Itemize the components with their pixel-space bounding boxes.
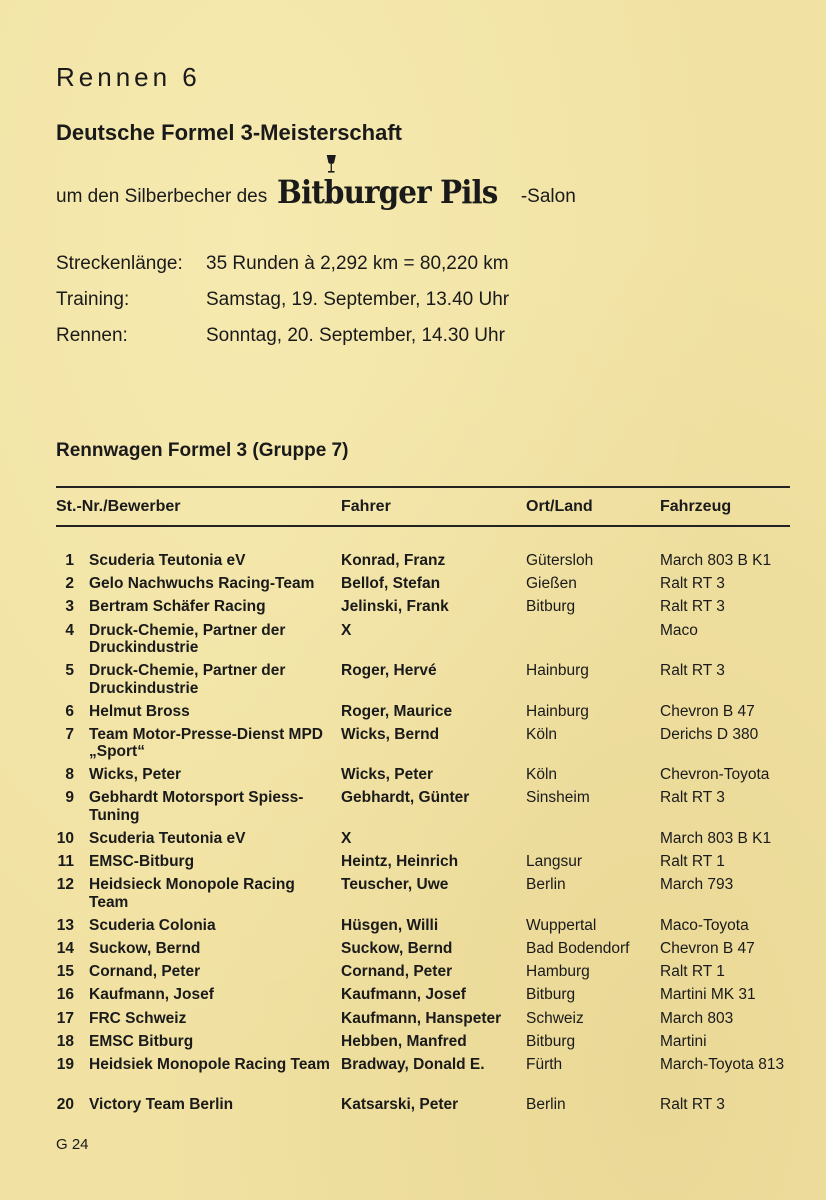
entry-number: 17 xyxy=(56,1009,74,1027)
entry-team: Victory Team Berlin xyxy=(89,1096,234,1114)
entry-number: 10 xyxy=(56,829,74,847)
entry-car: Ralt RT 3 xyxy=(660,598,725,616)
entry-driver: Suckow, Bernd xyxy=(341,940,453,957)
entry-team: Suckow, Bernd xyxy=(89,940,201,957)
entry-team: FRC Schweiz xyxy=(89,1009,187,1027)
entry-team: Heidsiek Monopole Racing Team xyxy=(89,1055,330,1073)
entry-team: Gebhardt Motorsport Spiess-Tuning xyxy=(89,789,304,824)
entry-driver: Roger, Hervé xyxy=(341,662,437,680)
entry-driver: Katsarski, Peter xyxy=(341,1096,459,1114)
entry-number: 7 xyxy=(65,725,74,743)
entry-place: Gütersloh xyxy=(526,552,594,569)
sponsor-name: Bitburger Pils xyxy=(277,173,498,211)
entry-place: Hainburg xyxy=(526,702,589,720)
entry-driver: Bradway, Donald E. xyxy=(341,1055,485,1073)
table-row xyxy=(0,963,826,986)
entry-driver: Roger, Maurice xyxy=(341,702,453,720)
entry-place: Wuppertal xyxy=(526,916,597,934)
entry-number: 12 xyxy=(56,876,74,894)
entry-number: 9 xyxy=(65,789,74,807)
entry-place: Bad Bodendorf xyxy=(526,940,630,957)
entry-driver: Wicks, Peter xyxy=(341,766,434,784)
entry-car: Ralt RT 3 xyxy=(660,662,725,680)
sponsor-logo xyxy=(277,173,498,211)
entry-number: 20 xyxy=(56,1096,74,1114)
info-label: Training: xyxy=(56,289,130,310)
entry-car: Ralt RT 1 xyxy=(660,963,725,981)
entry-car: Chevron B 47 xyxy=(660,940,755,957)
entry-team: Gelo Nachwuchs Racing-Team xyxy=(89,575,315,593)
entry-place: Bitburg xyxy=(526,986,576,1004)
entry-place: Bitburg xyxy=(526,598,576,616)
entry-number: 14 xyxy=(56,940,74,957)
entry-car: March 803 B K1 xyxy=(660,829,772,847)
entry-team: Scuderia Teutonia eV xyxy=(89,552,246,569)
entry-driver: Gebhardt, Günter xyxy=(341,789,470,807)
entry-car: March 793 xyxy=(660,876,734,894)
entry-driver: Jelinski, Frank xyxy=(341,598,449,616)
entry-place: Bitburg xyxy=(526,1032,576,1050)
entry-car: Derichs D 380 xyxy=(660,725,759,743)
entry-team: Team Motor-Presse-Dienst MPD „Sport“ xyxy=(89,725,323,761)
column-header-car: Fahrzeug xyxy=(660,498,732,515)
entry-team: Scuderia Teutonia eV xyxy=(89,829,246,847)
entry-car: Ralt RT 3 xyxy=(660,789,725,807)
entry-car: Maco xyxy=(660,621,698,639)
entry-team: Cornand, Peter xyxy=(89,963,201,981)
entry-driver: Cornand, Peter xyxy=(341,963,453,981)
entry-driver: X xyxy=(341,621,352,639)
entry-number: 6 xyxy=(65,702,74,720)
table-row xyxy=(0,598,826,621)
entry-number: 19 xyxy=(56,1055,74,1073)
entry-driver: Hüsgen, Willi xyxy=(341,916,439,934)
entry-car: Ralt RT 3 xyxy=(660,1096,725,1114)
table-row xyxy=(0,940,826,963)
entry-number: 16 xyxy=(56,986,74,1004)
info-value: Sonntag, 20. September, 14.30 Uhr xyxy=(206,325,505,346)
race-number: Rennen 6 xyxy=(56,62,201,92)
entry-car: March 803 xyxy=(660,1009,734,1027)
entry-place: Schweiz xyxy=(526,1009,584,1027)
entry-team: Kaufmann, Josef xyxy=(89,986,214,1004)
table-row xyxy=(0,552,826,575)
table-row xyxy=(0,662,826,703)
table-row xyxy=(0,1010,826,1033)
entry-place: Langsur xyxy=(526,853,583,871)
entry-car: March 803 B K1 xyxy=(660,552,772,569)
entry-team: Scuderia Colonia xyxy=(89,916,216,934)
entry-driver: Hebben, Manfred xyxy=(341,1032,467,1050)
entry-number: 11 xyxy=(57,853,74,871)
entry-place: Hamburg xyxy=(526,963,590,981)
entry-place: Berlin xyxy=(526,876,566,894)
entry-driver: Heintz, Heinrich xyxy=(341,853,459,871)
table-row xyxy=(0,575,826,598)
entry-team: EMSC-Bitburg xyxy=(89,853,195,871)
entry-place: Köln xyxy=(526,725,558,743)
column-header-entrant: St.-Nr./Bewerber xyxy=(56,498,181,515)
table-header-rule xyxy=(56,525,790,527)
entry-driver: Konrad, Franz xyxy=(341,552,446,569)
table-row xyxy=(0,1056,826,1097)
info-label: Rennen: xyxy=(56,325,128,346)
entry-car: Martini xyxy=(660,1032,707,1050)
table-row xyxy=(0,789,826,830)
table-header xyxy=(56,498,790,520)
entry-number: 3 xyxy=(65,598,74,616)
table-row xyxy=(0,703,826,726)
cup-line xyxy=(56,168,576,211)
column-header-driver: Fahrer xyxy=(341,498,391,515)
table-row xyxy=(0,622,826,663)
entry-driver: X xyxy=(341,829,352,847)
entry-number: 13 xyxy=(56,916,74,934)
entry-number: 2 xyxy=(65,575,74,593)
entry-driver: Bellof, Stefan xyxy=(341,575,441,593)
entry-driver: Teuscher, Uwe xyxy=(341,876,449,894)
info-value: 35 Runden à 2,292 km = 80,220 km xyxy=(206,253,509,274)
entry-place: Sinsheim xyxy=(526,789,590,807)
entry-number: 4 xyxy=(65,621,74,639)
section-title: Rennwagen Formel 3 (Gruppe 7) xyxy=(56,440,349,461)
entry-driver: Wicks, Bernd xyxy=(341,725,440,743)
entry-car: Chevron-Toyota xyxy=(660,766,770,784)
entry-team: Helmut Bross xyxy=(89,702,190,720)
entry-car: Ralt RT 3 xyxy=(660,575,725,593)
entry-place: Hainburg xyxy=(526,662,589,680)
table-row xyxy=(0,766,826,789)
table-row xyxy=(0,1033,826,1056)
entry-place: Berlin xyxy=(526,1096,566,1114)
entry-team: Druck-Chemie, Partner der Druckindustrie xyxy=(89,662,286,697)
entry-number: 1 xyxy=(65,552,74,569)
entry-list xyxy=(0,552,826,1120)
table-row xyxy=(0,986,826,1009)
info-value: Samstag, 19. September, 13.40 Uhr xyxy=(206,289,510,310)
entry-car: Chevron B 47 xyxy=(660,702,755,720)
table-row xyxy=(0,853,826,876)
entry-team: Druck-Chemie, Partner der Druckindustrie xyxy=(89,621,286,657)
table-row xyxy=(0,1096,826,1119)
entry-team: Bertram Schäfer Racing xyxy=(89,598,266,616)
beer-glass-icon xyxy=(325,154,338,174)
entry-driver: Kaufmann, Hanspeter xyxy=(341,1009,502,1027)
column-header-place: Ort/Land xyxy=(526,498,593,515)
entry-place: Gießen xyxy=(526,575,577,593)
info-label: Streckenlänge: xyxy=(56,253,183,274)
cup-suffix: -Salon xyxy=(520,186,576,207)
entry-car: Martini MK 31 xyxy=(660,986,756,1004)
entry-car: Ralt RT 1 xyxy=(660,853,725,871)
table-row xyxy=(0,830,826,853)
page-number: G 24 xyxy=(56,1136,89,1153)
entry-team: Heidsieck Monopole Racing Team xyxy=(89,876,295,911)
entry-place: Köln xyxy=(526,766,558,784)
table-row xyxy=(0,917,826,940)
entry-number: 5 xyxy=(65,662,74,680)
cup-prefix: um den Silberbecher des xyxy=(56,186,268,207)
table-row xyxy=(0,726,826,767)
entry-team: Wicks, Peter xyxy=(89,766,182,784)
table-top-rule xyxy=(56,486,790,488)
series-title: Deutsche Formel 3-Meisterschaft xyxy=(56,120,402,145)
entry-place: Fürth xyxy=(526,1055,563,1073)
table-row xyxy=(0,876,826,917)
entry-car: March-Toyota 813 xyxy=(660,1055,785,1073)
entry-driver: Kaufmann, Josef xyxy=(341,986,466,1004)
entry-number: 15 xyxy=(56,963,74,981)
entry-number: 18 xyxy=(56,1032,74,1050)
entry-car: Maco-Toyota xyxy=(660,916,749,934)
entry-team: EMSC Bitburg xyxy=(89,1032,194,1050)
entry-number: 8 xyxy=(65,766,74,784)
